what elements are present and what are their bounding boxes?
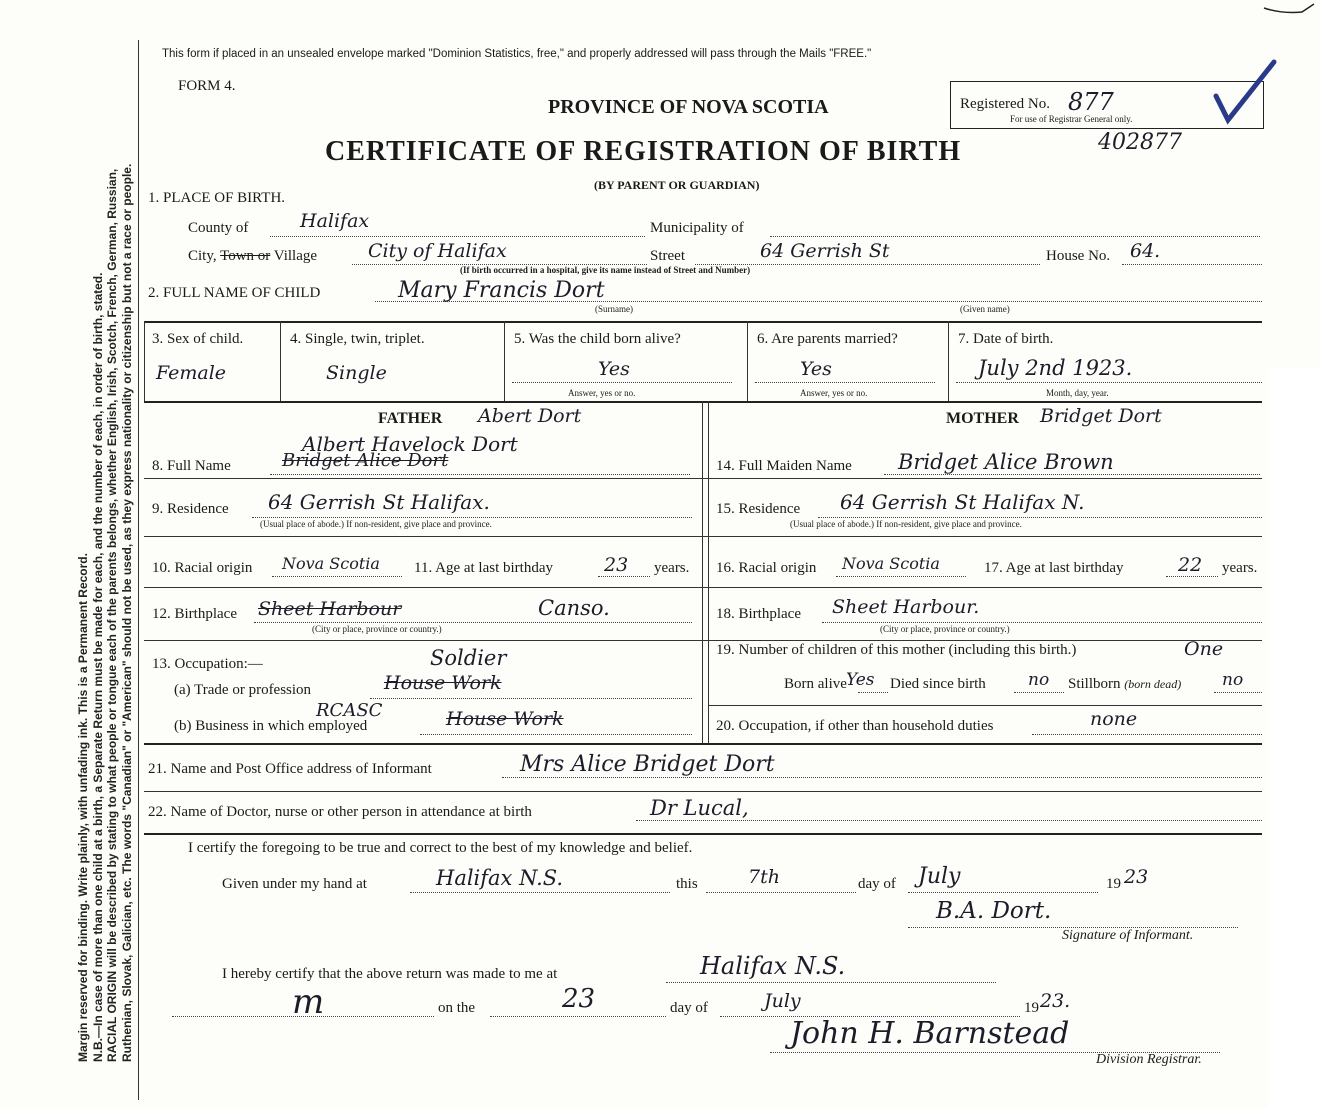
- father-business-label: (b) Business in which employed: [174, 718, 368, 734]
- alive-line: [512, 382, 732, 383]
- row-divider: [708, 705, 1262, 706]
- father-place-note: (City or place, province or country.): [312, 624, 442, 634]
- father-racial-label: 10. Racial origin: [152, 560, 253, 576]
- form-number: FORM 4.: [178, 78, 236, 94]
- certify-month-value: July: [918, 864, 961, 889]
- father-age-line: [598, 576, 650, 577]
- place-of-birth-heading: 1. PLACE OF BIRTH.: [148, 190, 286, 206]
- stillborn-line: [1214, 692, 1262, 693]
- province-heading: PROVINCE OF NOVA SCOTIA: [548, 96, 829, 118]
- city-label: City, Town or Village: [188, 248, 318, 264]
- informant-line: [502, 777, 1262, 778]
- mother-occupation-line: [1032, 734, 1262, 735]
- registrar-signature: John H. Barnstead: [790, 1016, 1070, 1051]
- registrar-day-of-label: day of: [670, 1000, 708, 1016]
- single-value: Single: [326, 362, 387, 384]
- this-label: this: [676, 876, 698, 892]
- certify-statement: I certify the foregoing to be true and correct to the best of my knowledge and belief.: [188, 840, 693, 856]
- dob-label: 7. Date of birth.: [958, 331, 1054, 347]
- mother-residence-label: 15. Residence: [716, 501, 801, 517]
- father-racial-line: [272, 576, 402, 577]
- row-divider: [144, 640, 1262, 641]
- street-label: Street: [650, 248, 685, 264]
- alive-value: Yes: [598, 358, 630, 380]
- mother-children-value: One: [1184, 638, 1224, 660]
- father-residence-value: 64 Gerrish St Halifax.: [268, 490, 490, 514]
- doctor-label: 22. Name of Doctor, nurse or other person in attendance at birth: [148, 804, 532, 820]
- single-label: 4. Single, twin, triplet.: [290, 331, 425, 347]
- mother-age-line: [1166, 576, 1218, 577]
- father-residence-line: [252, 517, 692, 518]
- row3-bottom-border: [144, 401, 1262, 403]
- father-age-value: 23: [604, 554, 629, 576]
- registrar-year-prefix: 19: [1024, 1000, 1039, 1016]
- on-the-label: on the: [438, 1000, 476, 1016]
- father-abode-note: (Usual place of abode.) If non-resident, give place and province.: [260, 519, 492, 529]
- file-number: 402877: [1098, 130, 1182, 155]
- mother-occupation-label: 20. Occupation, if other than household duties: [716, 718, 994, 734]
- mother-occupation-value: none: [1090, 708, 1138, 730]
- municipality-label: Municipality of: [650, 220, 744, 236]
- informant-value: Mrs Alice Bridget Dort: [520, 752, 775, 777]
- mother-heading-value: Bridget Dort: [1040, 405, 1162, 427]
- document-subtitle: (BY PARENT OR GUARDIAN): [594, 178, 760, 192]
- margin-line: Margin reserved for binding. Write plainly, with unfading ink. This is a Permanent Record.: [76, 553, 90, 1062]
- father-racial-value: Nova Scotia: [282, 554, 380, 573]
- registered-label: Registered No.: [960, 96, 1050, 112]
- torn-edge: [1268, 368, 1320, 1108]
- died-label: Died since birth: [890, 676, 986, 692]
- year-prefix: 19: [1106, 876, 1121, 892]
- hospital-note: (If birth occurred in a hospital, give its name instead of Street and Number): [460, 265, 751, 275]
- mother-racial-label: 16. Racial origin: [716, 560, 817, 576]
- mother-age-value: 22: [1178, 554, 1203, 576]
- father-business-line: [420, 734, 692, 735]
- items-bottom-border: [144, 833, 1262, 835]
- row3-divider: [280, 321, 281, 401]
- informant-signature: B.A. Dort.: [936, 898, 1052, 924]
- registrar-place-value: Halifax N.S.: [700, 952, 846, 980]
- row-divider: [144, 478, 1262, 479]
- mother-children-label: 19. Number of children of this mother (including this birth.): [716, 642, 1077, 658]
- father-residence-label: 9. Residence: [152, 501, 229, 517]
- father-occupation-value: Soldier: [430, 646, 507, 670]
- row3-divider: [504, 321, 505, 401]
- given-place-value: Halifax N.S.: [436, 866, 564, 890]
- father-name-label: 8. Full Name: [152, 458, 231, 474]
- dob-value: July 2nd 1923.: [978, 356, 1133, 380]
- given-place-line: [410, 892, 670, 893]
- mother-name-label: 14. Full Maiden Name: [716, 458, 852, 474]
- mother-name-line: [884, 474, 1260, 475]
- mother-racial-line: [836, 576, 966, 577]
- county-line: [270, 236, 645, 237]
- street-value: 64 Gerrish St: [760, 240, 890, 262]
- father-trade-line: [370, 698, 692, 699]
- father-occupation-label: 13. Occupation:—: [152, 656, 263, 672]
- father-birthplace-line: [254, 622, 692, 623]
- row-divider: [144, 587, 1262, 588]
- registrar-day-value: 23: [562, 984, 596, 1014]
- child-name-value: Mary Francis Dort: [398, 278, 605, 303]
- registrar-day-line: [490, 1016, 666, 1017]
- father-years-label: years.: [654, 560, 690, 576]
- document-title: CERTIFICATE OF REGISTRATION OF BIRTH: [325, 136, 962, 167]
- father-name-line: [270, 474, 690, 475]
- registrar-note: For use of Registrar General only.: [1010, 114, 1133, 124]
- stillborn-value: no: [1222, 670, 1244, 690]
- stillborn-label: [1068, 676, 1181, 693]
- father-business-value: RCASC: [316, 700, 383, 721]
- registered-number: 877: [1068, 88, 1114, 116]
- mother-abode-note: (Usual place of abode.) If non-resident, give place and province.: [790, 519, 1022, 529]
- margin-instructions: [76, 62, 134, 1062]
- margin-line: RACIAL ORIGIN will be described by stating to what people or tongue each of the parents belongs, whether English, Irish, Scotch, French, German, Russian,: [105, 168, 119, 1062]
- municipality-line: [770, 236, 1260, 237]
- mother-birthplace-label: 18. Birthplace: [716, 606, 801, 622]
- born-alive-line: [858, 692, 888, 693]
- born-alive-value: Yes: [846, 670, 875, 690]
- row3-top-border: [144, 321, 1262, 323]
- margin-line: Ruthenian, Slovak, Galician, etc. The words "Canadian" or "American" should not be used, as they express nationality or citizenship but not a race or people.: [119, 163, 134, 1062]
- stillborn-text: Stillborn: [1068, 676, 1121, 692]
- mother-name-value: Bridget Alice Brown: [898, 450, 1114, 474]
- born-alive-label: Born alive: [784, 676, 847, 692]
- mother-heading: MOTHER: [946, 410, 1019, 427]
- day-of-label: day of: [858, 876, 896, 892]
- informant-label: 21. Name and Post Office address of Informant: [148, 761, 432, 777]
- alive-note: Answer, yes or no.: [568, 388, 636, 398]
- doctor-value: Dr Lucal,: [650, 796, 749, 820]
- father-birthplace-value: Canso.: [538, 596, 610, 620]
- registrar-left-mark: m: [292, 982, 325, 1022]
- day-line: [706, 892, 856, 893]
- certify-year-value: 23: [1124, 866, 1149, 888]
- child-name-label: 2. FULL NAME OF CHILD: [148, 285, 321, 301]
- parents-bottom-border: [144, 743, 1262, 745]
- house-value: 64.: [1130, 240, 1161, 262]
- mother-age-label: 17. Age at last birthday: [984, 560, 1124, 576]
- mother-birthplace-value: Sheet Harbour.: [832, 596, 980, 618]
- father-heading: FATHER: [378, 410, 443, 427]
- mother-birthplace-line: [822, 622, 1262, 623]
- married-label: 6. Are parents married?: [757, 331, 898, 347]
- alive-label: 5. Was the child born alive?: [514, 331, 681, 347]
- given-label: Given under my hand at: [222, 876, 367, 892]
- father-heading-value: Abert Dort: [478, 405, 582, 427]
- row3-divider: [747, 321, 748, 401]
- registrar-month-value: July: [764, 990, 801, 1012]
- parents-divider: [702, 401, 703, 743]
- dob-line: [956, 382, 1262, 383]
- died-line: [1014, 692, 1064, 693]
- mother-racial-value: Nova Scotia: [842, 554, 940, 573]
- house-label: House No.: [1046, 248, 1111, 264]
- month-line: [908, 892, 1098, 893]
- row3-divider: [948, 321, 949, 401]
- parents-divider: [708, 401, 709, 743]
- informant-signature-label: Signature of Informant.: [1062, 928, 1194, 943]
- father-business-struck: House Work: [446, 708, 564, 730]
- given-name-note: (Given name): [960, 304, 1010, 314]
- row-divider: [144, 791, 1262, 792]
- surname-note: (Surname): [595, 304, 633, 314]
- father-name-struck: Bridget Alice Dort: [282, 450, 449, 471]
- married-note: Answer, yes or no.: [800, 388, 868, 398]
- registrar-statement: I hereby certify that the above return was made to me at: [222, 966, 558, 982]
- row3-divider: [144, 321, 145, 401]
- sex-value: Female: [156, 362, 227, 384]
- county-label: County of: [188, 220, 249, 236]
- dob-note: Month, day, year.: [1046, 388, 1109, 398]
- mother-place-note: (City or place, province or country.): [880, 624, 1010, 634]
- mother-residence-line: [818, 517, 1262, 518]
- father-trade-struck: House Work: [384, 672, 502, 694]
- died-value: no: [1028, 670, 1050, 690]
- married-line: [755, 382, 935, 383]
- binding-margin-line: [138, 40, 139, 1100]
- city-value: City of Halifax: [368, 240, 507, 262]
- house-line: [1122, 264, 1262, 265]
- corner-mark-icon: [1262, 0, 1320, 22]
- county-value: Halifax: [300, 210, 370, 232]
- registrar-signature-label: Division Registrar.: [1096, 1052, 1202, 1067]
- registrar-place-line: [666, 982, 996, 983]
- row-divider: [144, 536, 1262, 537]
- stillborn-note: (born dead): [1124, 677, 1182, 691]
- sex-label: 3. Sex of child.: [152, 331, 244, 347]
- check-mark-icon: [1210, 58, 1280, 128]
- father-age-label: 11. Age at last birthday: [414, 560, 553, 576]
- father-birthplace-struck: Sheet Harbour: [258, 598, 402, 620]
- certify-day-value: 7th: [748, 866, 780, 888]
- father-birthplace-label: 12. Birthplace: [152, 606, 237, 622]
- doctor-line: [636, 820, 1262, 821]
- mother-residence-value: 64 Gerrish St Halifax N.: [840, 490, 1085, 514]
- married-value: Yes: [800, 358, 832, 380]
- mother-years-label: years.: [1222, 560, 1258, 576]
- registrar-year-value: 23.: [1040, 990, 1071, 1012]
- mail-notice: This form if placed in an unsealed envelope marked "Dominion Statistics, free," and properly addressed will pass through the Mails "FREE.": [162, 48, 872, 60]
- father-name-value: Albert Havelock Dort: [302, 432, 518, 456]
- margin-line: N.B.—In case of more than one child at a birth, a Separate Return must be made for each, and the number of each, in order of birth, stated.: [90, 272, 105, 1062]
- father-trade-label: (a) Trade or profession: [174, 682, 312, 698]
